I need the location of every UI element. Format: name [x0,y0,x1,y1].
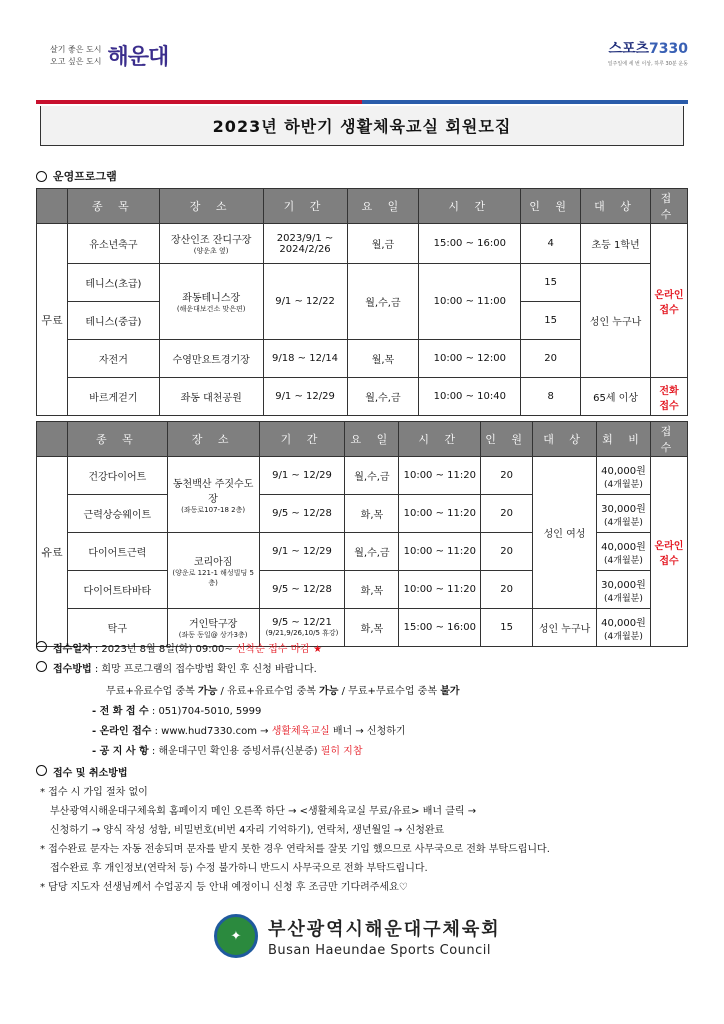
target-cell: 초등 1학년 [581,224,651,264]
header-color-bar [36,100,688,104]
sports7330-logo [608,38,688,67]
city-name: 해운대 [107,44,169,70]
header-cell: 접 수 [650,422,687,457]
section-programs-heading [36,168,117,184]
header-cell [37,422,68,457]
info-line: 접수완료 후 개인정보(연락처 등) 수정 불가하니 반드시 사무국으로 전화 부탁드립니다. [50,863,428,874]
place-name: 장산인조 잔디구장 [170,235,252,246]
header-cell: 시 간 [399,422,481,457]
time-cell: 15:00 ~ 16:00 [419,224,521,264]
target-cell: 65세 이상 [581,378,651,416]
count-cell: 15 [521,264,581,302]
period-cell: 9/1 ~ 12/22 [263,264,347,340]
org-name-en: Busan Haeundae Sports Council [268,942,492,958]
days-cell: 월,수,금 [347,378,419,416]
header-cell: 기 간 [259,422,345,457]
table-row [37,264,688,302]
target-cell: 성인 누구나 [581,264,651,378]
circle-bullet-icon [36,661,47,672]
period-cell: 2023/9/1 ~ 2024/2/26 [263,224,347,264]
free-programs-table [36,188,688,416]
cancel-heading-line [36,764,128,779]
time-cell: 10:00 ~ 11:20 [399,495,481,533]
header-cell: 회 비 [597,422,651,457]
place-note: (양운로 121-1 해성빌딩 5층) [172,569,254,587]
item-cell: 유소년축구 [67,224,159,264]
place-note: (좌동로107-18 2층) [181,505,246,514]
days-cell: 월,수,금 [345,533,399,571]
place-name: 동천백산 주짓수도장 [172,478,254,505]
notice-text: : 해운대구민 확인용 증빙서류(신분증) [148,746,321,757]
brand-subtitle: 일주일에 세 번 이상, 하루 30분 운동 [607,61,688,67]
brand-prefix: 스포츠 [608,41,650,57]
header-cell: 요 일 [345,422,399,457]
place-note: (좌동 동일@ 상가3층) [178,631,248,639]
time-cell: 10:00 ~ 11:20 [399,571,481,609]
notice-red: 필히 지참 [320,746,363,757]
item-cell: 탁구 [67,609,167,647]
fee-cell [597,495,651,533]
online-label: - 온라인 접수 [92,726,152,737]
receipt-online-cell: 온라인 접수 [650,457,687,647]
days-cell: 화,목 [345,495,399,533]
combo-text: / 유료+유료수업 중복 [217,686,320,697]
period-cell: 9/1 ~ 12/29 [263,378,347,416]
category-cell: 무료 [37,224,68,416]
slogan-line-2: 오고 싶은 도시 [50,56,102,66]
section-programs-label: 운영프로그램 [53,170,117,183]
place-name: 거인탁구장 [188,619,238,630]
combo-bold: 불가 [440,686,460,697]
title-box [40,106,684,146]
combo-bold: 가능 [319,686,339,697]
place-cell [167,457,259,533]
target-cell: 성인 여성 [533,457,597,609]
city-slogan [50,44,101,68]
online-banner-name: 생활체육교실 [271,726,330,737]
paid-programs-table [36,421,688,647]
table-header-row [37,189,688,224]
brand-number: 7330 [649,41,688,57]
count-cell: 20 [481,571,533,609]
circle-bullet-icon [36,765,47,776]
count-cell: 20 [481,533,533,571]
place-cell [159,224,263,264]
fee-amount: 40,000원 [601,617,646,629]
fee-note: (4개월분) [604,593,643,604]
days-cell: 월,수,금 [347,264,419,340]
fee-note: (4개월분) [604,517,643,528]
fee-amount: 40,000원 [601,465,646,477]
target-cell: 성인 누구나 [533,609,597,647]
online-text[interactable]: : www.hud7330.com → [151,726,272,737]
fee-note: (4개월분) [604,479,643,490]
item-cell: 테니스(중급) [67,302,159,340]
table-row [37,224,688,264]
receipt-phone-cell: 전화 접수 [650,378,687,416]
category-cell: 유료 [37,457,68,647]
info-line: 신청하기 → 양식 작성 성함, 비밀번호(비번 4자리 기억하기), 연락처, 생년월일 → 신청완료 [50,825,445,836]
info-line: 부산광역시해운대구체육회 홈페이지 메인 오른쪽 하단 → <생활체육교실 무료/유료> 배너 클릭 → [50,806,477,817]
combo-bold: 가능 [198,686,218,697]
slogan-line-1: 살기 좋은 도시 [50,44,102,54]
info-line: * 접수 시 가입 절차 없이 [40,787,148,798]
info-line: * 담당 지도자 선생님께서 수업공지 등 안내 예정이니 신청 후 조금만 기다려주세요♡ [40,882,408,893]
phone-text: : 051)704-5010, 5999 [148,706,262,717]
days-cell: 월,수,금 [345,457,399,495]
table-row [37,378,688,416]
notice-label: - 공 지 사 항 [92,746,149,757]
time-cell: 10:00 ~ 10:40 [419,378,521,416]
online-receipt-line [92,722,406,737]
header-cell: 기 간 [263,189,347,224]
header-cell: 장 소 [167,422,259,457]
circle-bullet-icon [36,641,47,652]
place-name: 코리아짐 [193,557,233,568]
header-cell: 종 목 [67,422,167,457]
count-cell: 15 [481,609,533,647]
period-cell: 9/5 ~ 12/28 [259,571,345,609]
time-cell: 10:00 ~ 12:00 [419,340,521,378]
combo-text: 무료+유료수업 중복 [106,686,199,697]
fee-note: (4개월분) [604,555,643,566]
table-row [37,457,688,495]
header-cell: 종 목 [67,189,159,224]
combo-rule-line [106,682,460,697]
phone-receipt-line [92,702,261,717]
fee-amount: 40,000원 [601,541,646,553]
star-icon: ★ [313,644,323,655]
receipt-date-deadline: 선착순 접수 마감 [235,644,310,655]
fee-cell [597,533,651,571]
receipt-online-cell: 온라인 접수 [650,224,687,378]
phone-label: - 전 화 접 수 [92,706,149,717]
cancel-label: 접수 및 취소방법 [53,768,128,779]
item-cell: 다이어트타바타 [67,571,167,609]
place-cell: 좌동 대천공원 [159,378,263,416]
place-cell [167,533,259,609]
fee-amount: 30,000원 [601,503,646,515]
count-cell: 4 [521,224,581,264]
time-cell: 10:00 ~ 11:20 [399,533,481,571]
period-cell: 9/5 ~ 12/28 [259,495,345,533]
place-note: (해운대보건소 맞은편) [176,305,246,313]
item-cell: 다이어트근력 [67,533,167,571]
place-cell: 수영만요트경기장 [159,340,263,378]
item-cell: 근력상승웨이트 [67,495,167,533]
item-cell: 건강다이어트 [67,457,167,495]
online-tail: 배너 → 신청하기 [329,726,406,737]
period-note: (9/21,9/26,10/5 휴강) [265,629,339,637]
count-cell: 15 [521,302,581,340]
days-cell: 월,금 [347,224,419,264]
notice-line [92,742,363,757]
place-cell [159,264,263,340]
period-cell: 9/18 ~ 12/14 [263,340,347,378]
header-cell [37,189,68,224]
receipt-method-label: 접수방법 [53,664,92,675]
info-line: * 접수완료 문자는 자동 전송되며 문자를 받지 못한 경우 연락처를 잘못 기입 했으므로 사무국으로 전화 부탁드립니다. [40,844,550,855]
days-cell: 화,목 [345,571,399,609]
time-cell: 15:00 ~ 16:00 [399,609,481,647]
page-title: 2023년 하반기 생활체육교실 회원모집 [212,117,512,136]
item-cell: 자전거 [67,340,159,378]
receipt-date-label: 접수일자 [53,644,92,655]
header-cell: 요 일 [347,189,419,224]
fee-cell [597,571,651,609]
receipt-date-line [36,640,322,655]
period-cell: 9/1 ~ 12/29 [259,457,345,495]
city-logo [50,40,168,71]
receipt-method-text: : 희망 프로그램의 접수방법 확인 후 신청 바랍니다. [91,664,317,675]
count-cell: 8 [521,378,581,416]
count-cell: 20 [521,340,581,378]
receipt-method-line [36,660,317,675]
table-header-row [37,422,688,457]
place-note: (양운초 옆) [193,247,229,255]
header-cell: 장 소 [159,189,263,224]
header-cell: 대 상 [533,422,597,457]
receipt-date-text: : 2023년 8월 8일(화) 09:00~ [91,644,236,655]
sports-council-emblem-icon: ✦ [214,914,258,958]
circle-bullet-icon [36,171,47,182]
place-name: 좌동테니스장 [182,293,241,304]
time-cell: 10:00 ~ 11:00 [419,264,521,340]
header-cell: 접 수 [650,189,687,224]
header-cell: 시 간 [419,189,521,224]
item-cell: 테니스(초급) [67,264,159,302]
days-cell: 월,목 [347,340,419,378]
fee-note: (4개월분) [604,631,643,642]
period-cell: 9/1 ~ 12/29 [259,533,345,571]
fee-amount: 30,000원 [601,579,646,591]
footer-org [214,914,501,958]
item-cell: 바르게걷기 [67,378,159,416]
fee-cell [597,457,651,495]
period-range: 9/5 ~ 12/21 [272,617,332,628]
header-cell: 인 원 [481,422,533,457]
days-cell: 화,목 [345,609,399,647]
header-cell: 대 상 [581,189,651,224]
time-cell: 10:00 ~ 11:20 [399,457,481,495]
org-name-ko: 부산광역시해운대구체육회 [268,918,501,940]
combo-text: / 무료+무료수업 중복 [338,686,441,697]
count-cell: 20 [481,457,533,495]
header-cell: 인 원 [521,189,581,224]
count-cell: 20 [481,495,533,533]
fee-cell [597,609,651,647]
